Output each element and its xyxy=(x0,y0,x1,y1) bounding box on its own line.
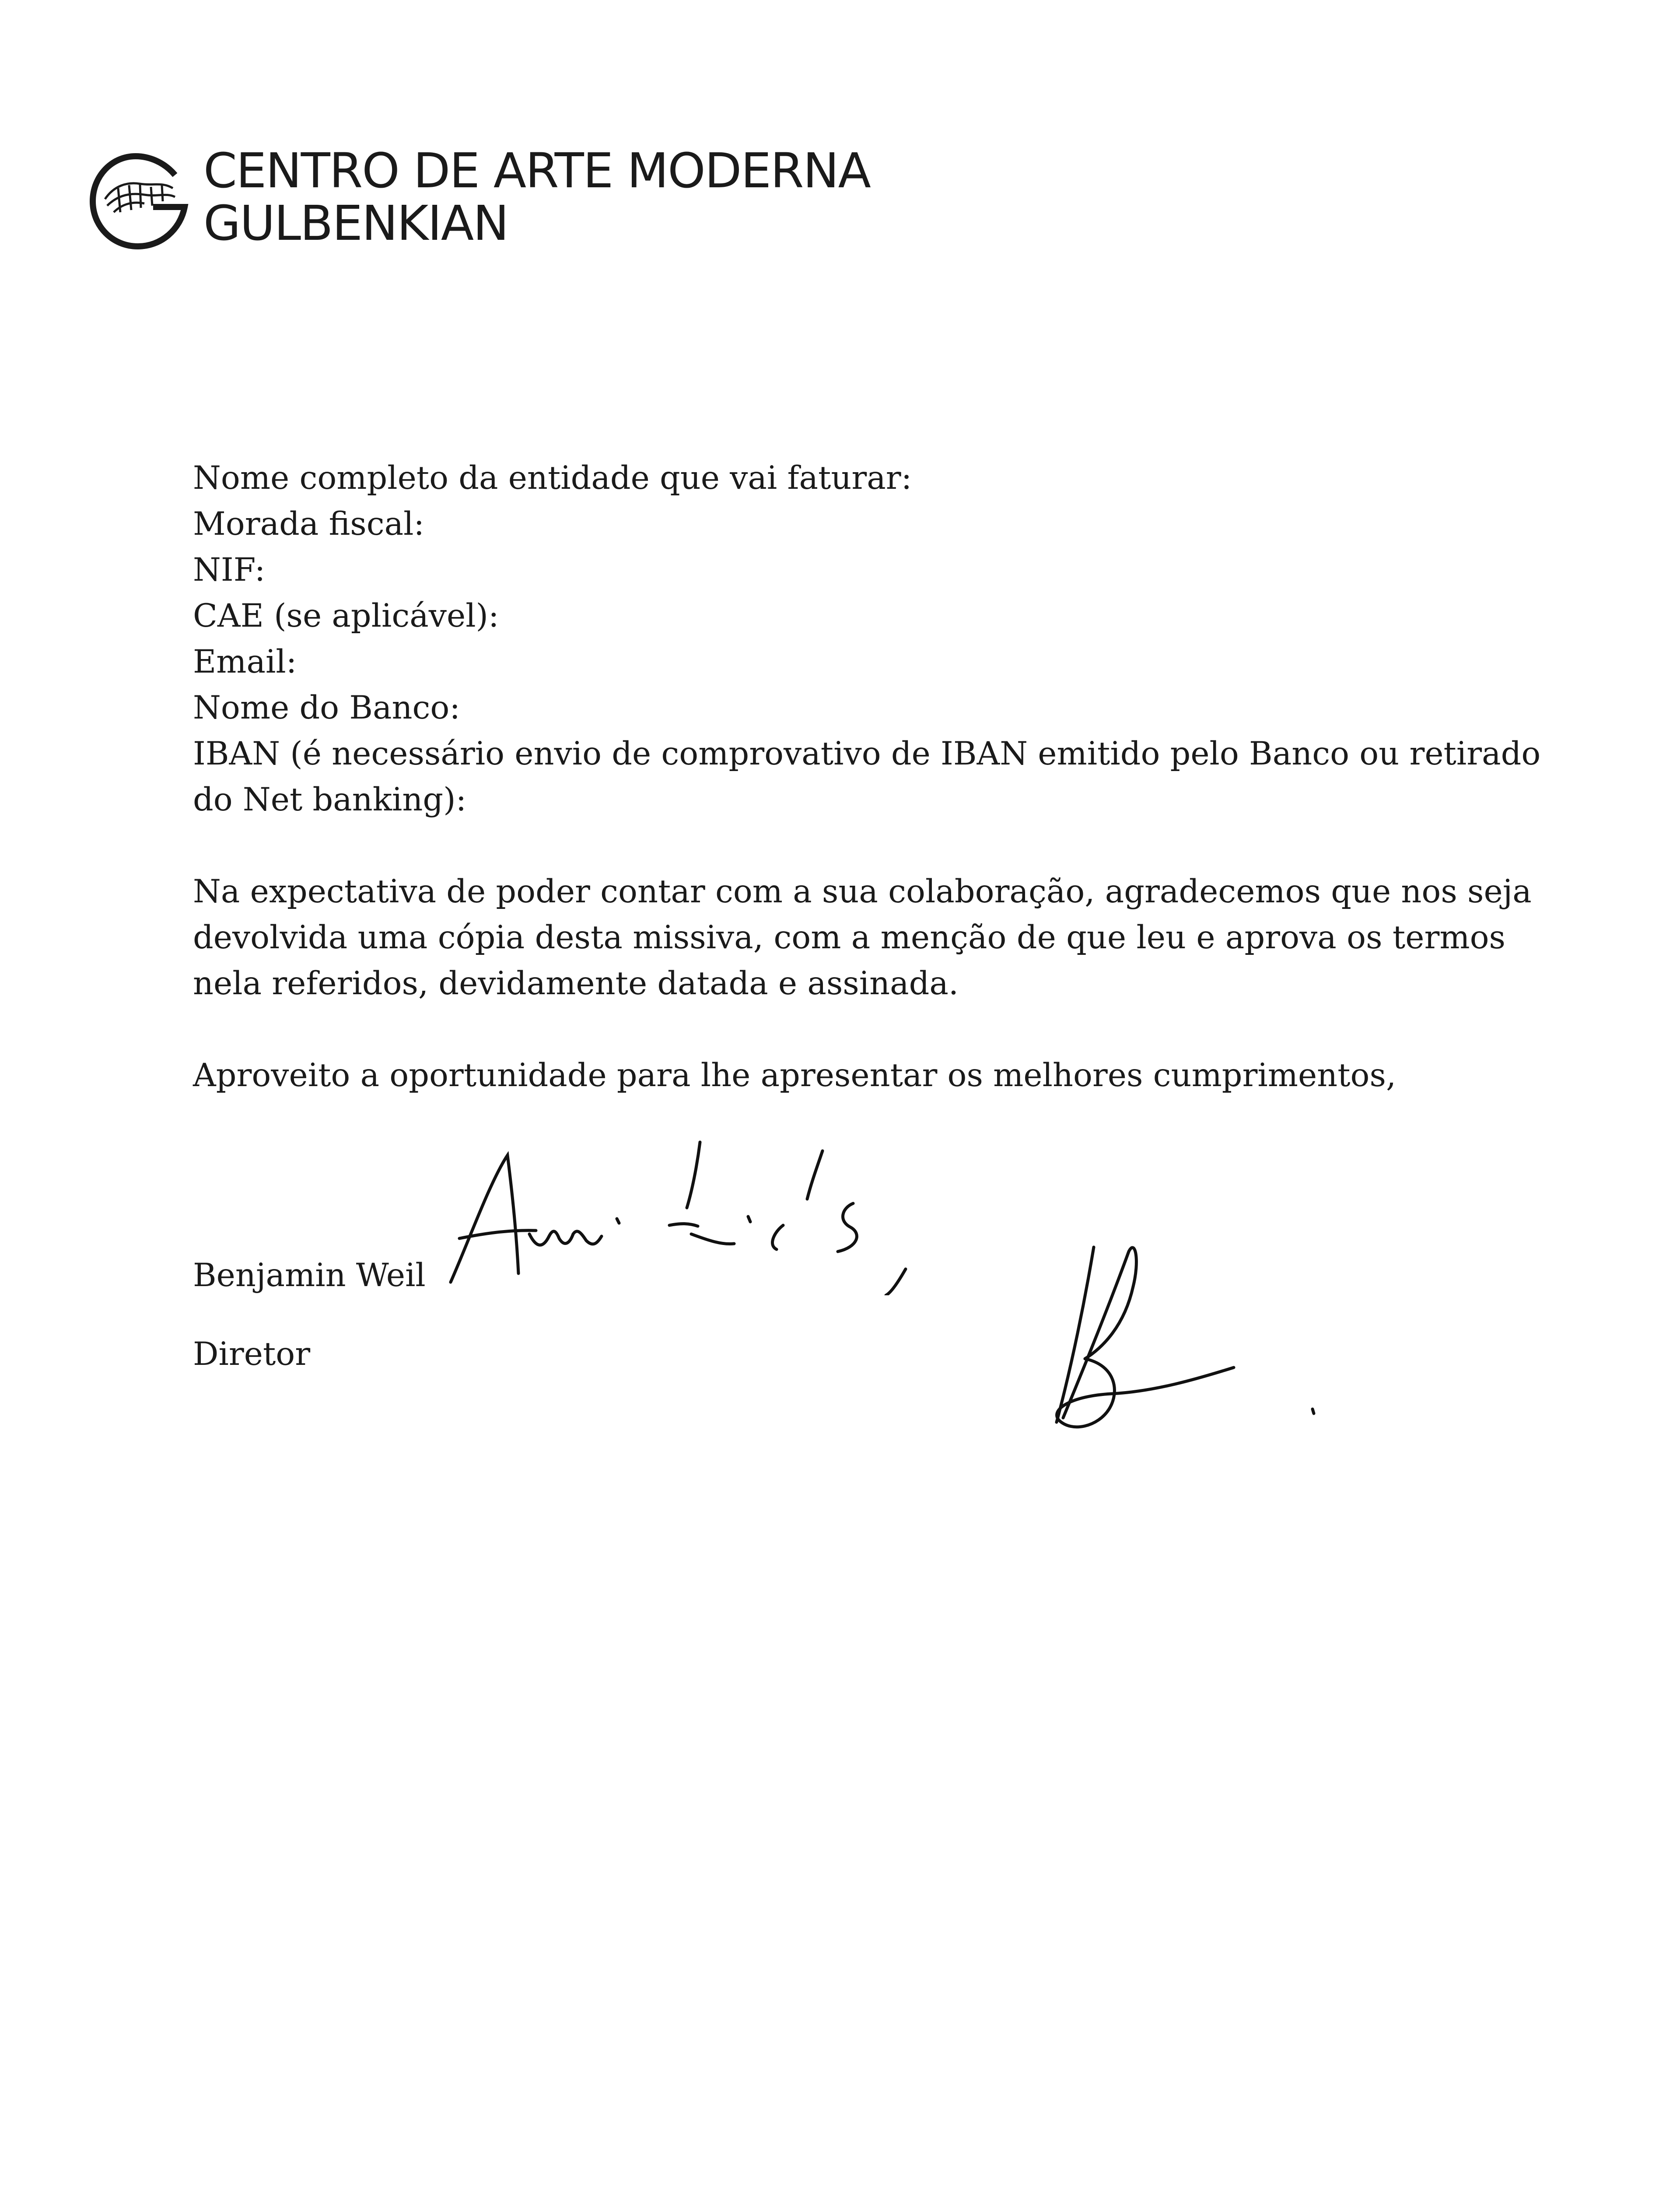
organization-name xyxy=(203,144,870,249)
field-cae: CAE (se aplicável): xyxy=(193,597,499,635)
org-line-2: GULBENKIAN xyxy=(203,195,508,251)
signatory-block xyxy=(193,1236,426,1394)
letter-body xyxy=(193,455,1541,1098)
field-entity-name: Nome completo da entidade que vai faturar: xyxy=(193,459,912,497)
paragraph-line: devolvida uma cópia desta missiva, com a menção de que leu e aprova os termos xyxy=(193,919,1505,956)
field-bank-name: Nome do Banco: xyxy=(193,689,460,726)
gulbenkian-logo-icon xyxy=(88,151,192,252)
signatory-name: Benjamin Weil xyxy=(193,1257,426,1294)
paragraph-line: nela referidos, devidamente datada e assinada. xyxy=(193,965,959,1002)
handwritten-greeting xyxy=(442,1129,993,1295)
field-fiscal-address: Morada fiscal: xyxy=(193,505,425,543)
paragraph-line: Na expectativa de poder contar com a sua colaboração, agradecemos que nos seja xyxy=(193,873,1532,910)
org-line-1: CENTRO DE ARTE MODERNA xyxy=(203,143,870,199)
field-email: Email: xyxy=(193,643,297,680)
field-iban-cont: do Net banking): xyxy=(193,781,467,818)
signatory-title: Diretor xyxy=(193,1336,311,1373)
field-iban: IBAN (é necessário envio de comprovativo de IBAN emitido pelo Banco ou retirado xyxy=(193,735,1541,772)
closing-line: Aproveito a oportunidade para lhe apresentar os melhores cumprimentos, xyxy=(193,1057,1396,1094)
field-nif: NIF: xyxy=(193,551,266,589)
handwritten-signature xyxy=(1032,1234,1339,1479)
